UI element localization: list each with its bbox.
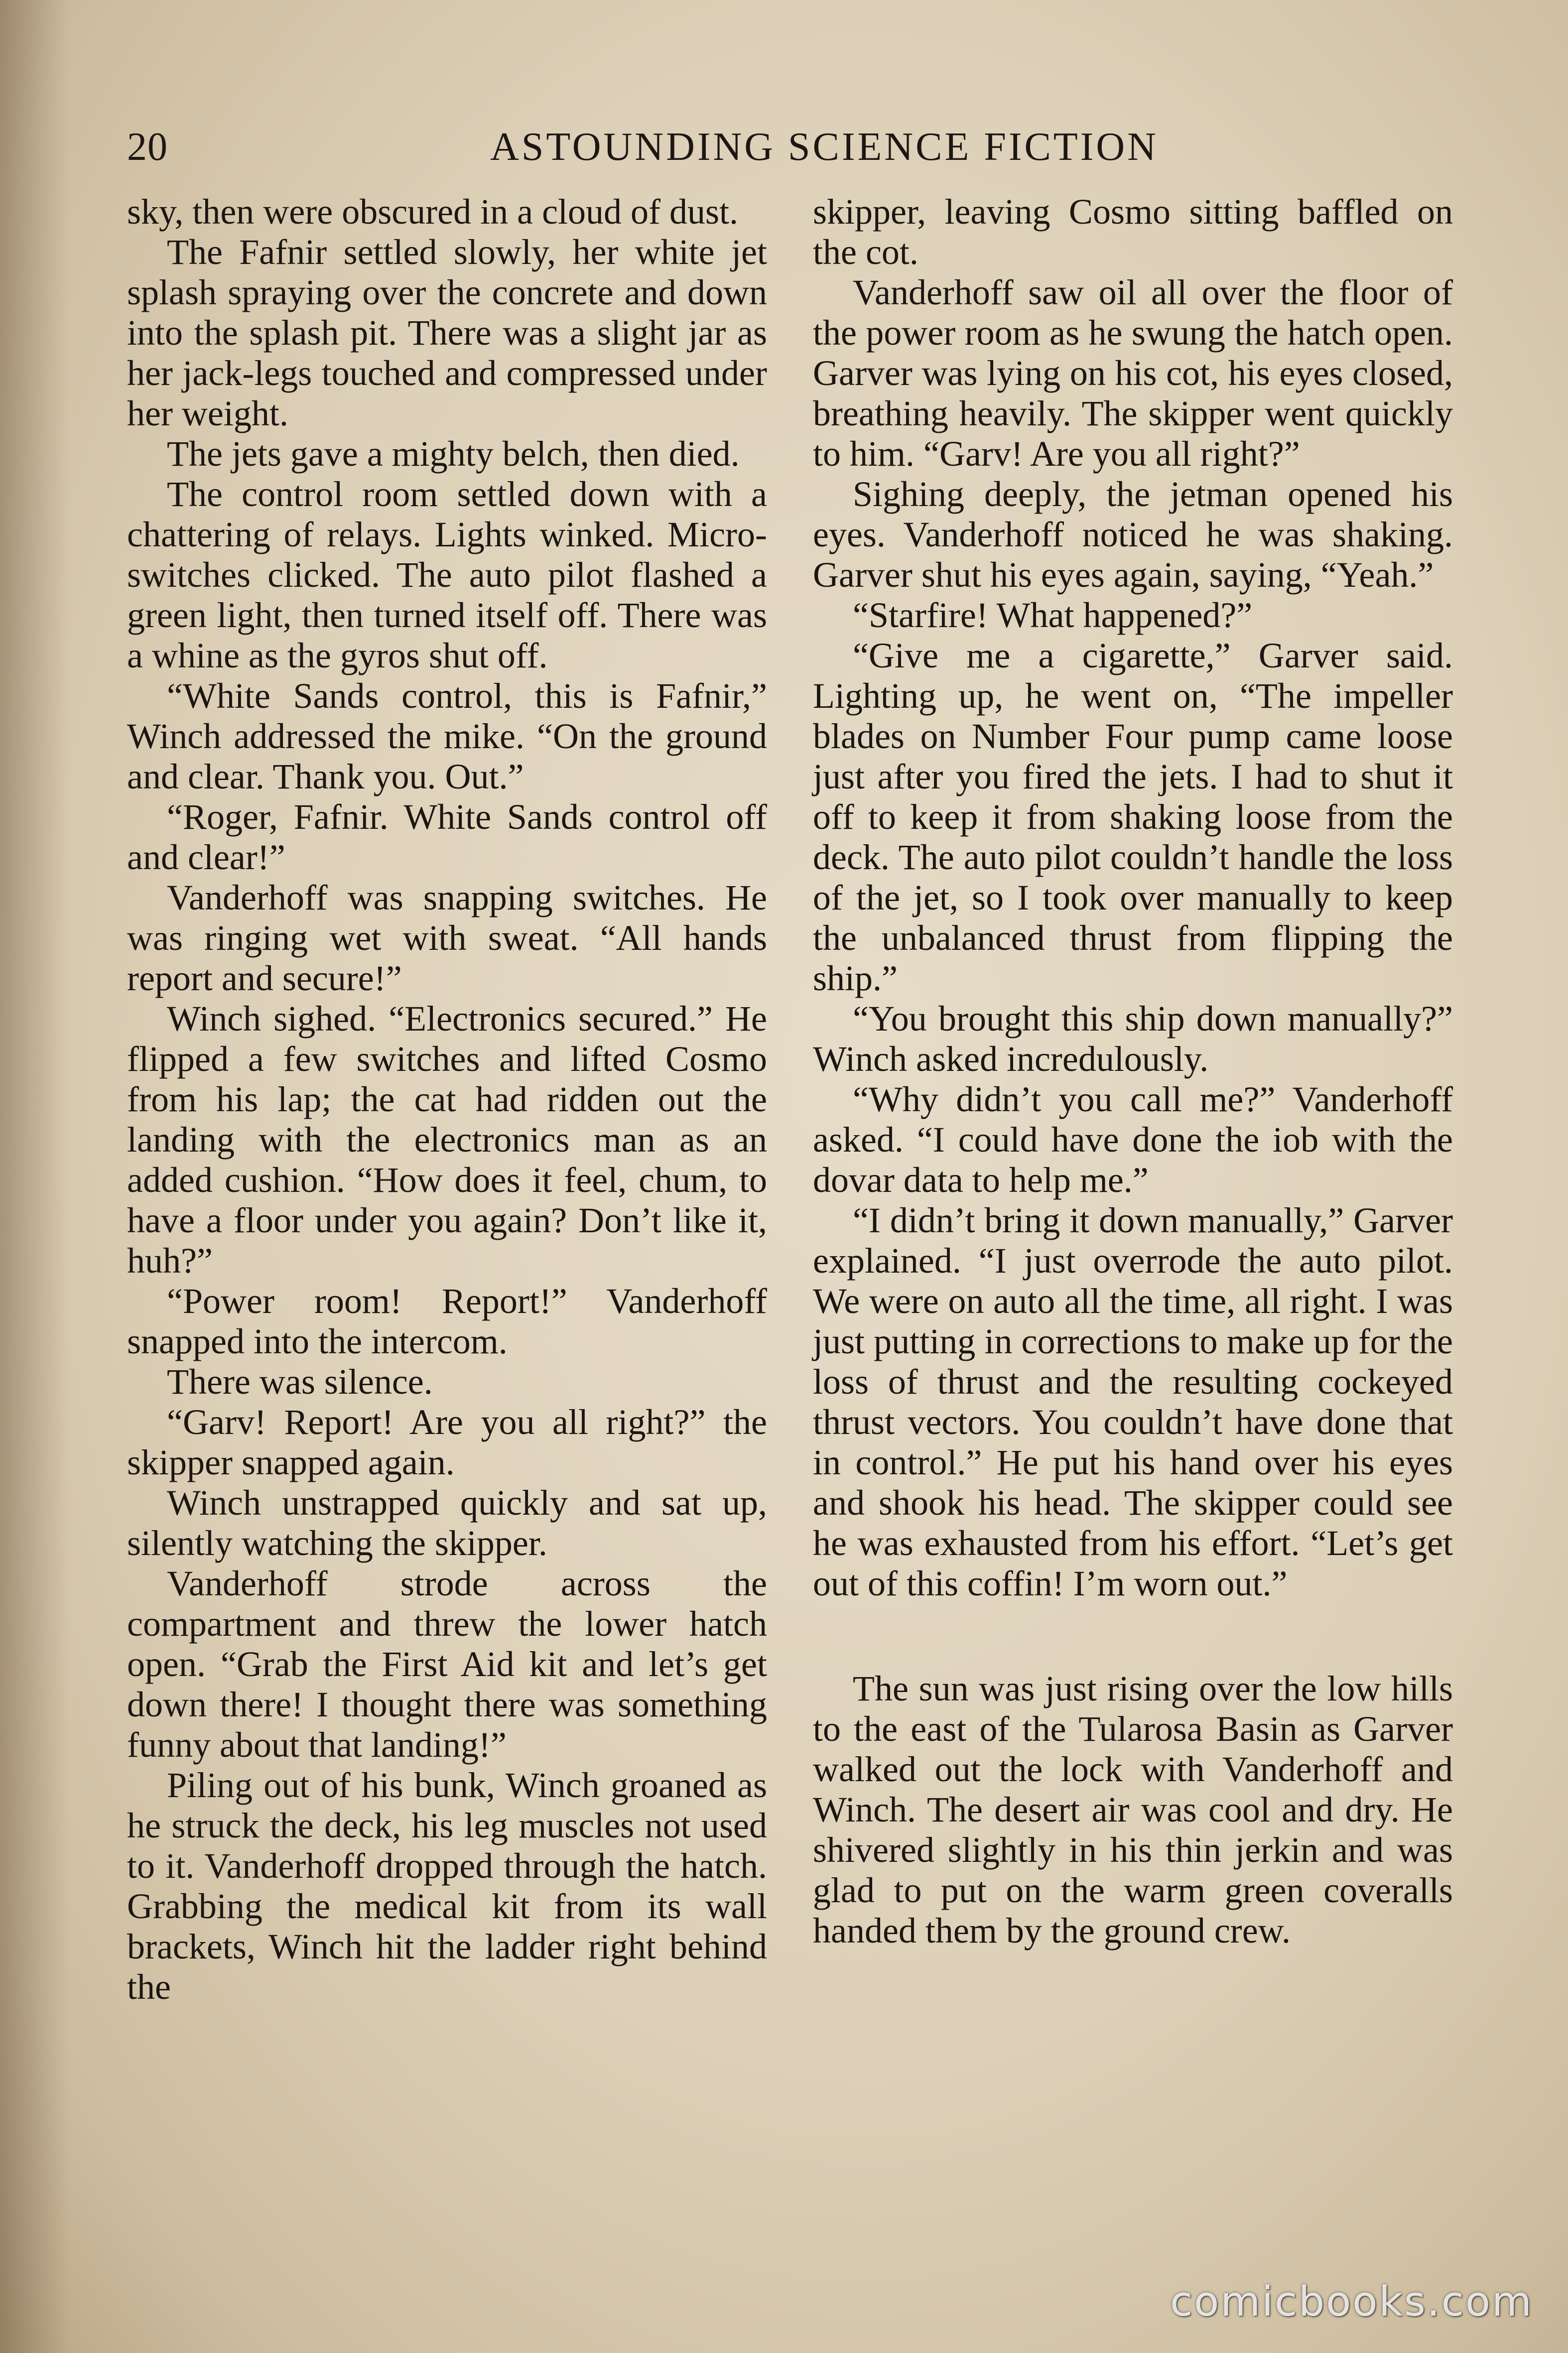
paragraph: Vanderhoff strode across the compartment and threw the lower hatch open. “Grab the First Aid kit and let’s get down there! I thought there was something funny about that landing!”	[127, 1564, 767, 1765]
paragraph: “Power room! Report!” Vanderhoff snapped into the intercom.	[127, 1281, 767, 1361]
paragraph: skipper, leaving Cosmo sitting baffled on the cot.	[813, 192, 1453, 272]
paragraph: Winch unstrapped quickly and sat up, silently watching the skipper.	[127, 1483, 767, 1563]
paragraph: Vanderhoff saw oil all over the floor of the power room as he swung the hatch open. Garver was lying on his cot, his eyes closed, breathing heavily. The skipper went quickly to him. “Garv! Are you all right?”	[813, 272, 1453, 474]
paragraph: Winch sighed. “Electronics secured.” He flipped a few switches and lifted Cosmo from his lap; the cat had ridden out the landing with the electronics man as an added cushion. “How does it feel, chum, to have a floor under you again? Don’t like it, huh?”	[127, 999, 767, 1281]
paragraph: “Starfire! What happened?”	[853, 595, 1253, 635]
paragraph: “I didn’t bring it down manually,” Garver explained. “I just overrode the auto pilot. We were on auto all the time, all right. I was just putting in corrections to make up for the loss of thrust and the resulting cockeyed thrust vectors. You couldn’t have done that in control.” He put his hand over his eyes and shook his head. The skipper could see he was exhausted from his effort. “Let’s get out of this coffin! I’m worn out.”	[813, 1200, 1453, 1603]
paragraph: The control room settled down with a chattering of relays. Lights winked. Micro-switches clicked. The auto pilot flashed a green light, then turned itself off. There was a whine as the gyros shut off.	[127, 474, 767, 675]
page-edge-shadow	[0, 0, 70, 2353]
paragraph: sky, then were obscured in a cloud of dust.	[127, 192, 739, 232]
watermark: comicbooks.com	[1170, 2278, 1533, 2326]
paragraph: Piling out of his bunk, Winch groaned as he struck the deck, his leg muscles not used to it. Vanderhoff dropped through the hatch. Grabbing the medical kit from its wall brackets, Winch hit the ladder right behind the	[127, 1765, 767, 2007]
page-header	[127, 125, 1447, 174]
paragraph: “White Sands control, this is Fafnir,” Winch addressed the mike. “On the ground and clear. Thank you. Out.”	[127, 676, 767, 796]
paragraph: The sun was just rising over the low hills to the east of the Tularosa Basin as Garver walked out the lock with Vanderhoff and Winch. The desert air was cool and dry. He shivered slightly in his thin jerkin and was glad to put on the warm green coveralls handed them by the ground crew.	[813, 1669, 1453, 1951]
right-column	[813, 192, 1453, 1951]
paragraph: “Roger, Fafnir. White Sands control off and clear!”	[127, 797, 767, 877]
page-number: 20	[127, 125, 168, 169]
paragraph: The Fafnir settled slowly, her white jet splash spraying over the concrete and down into the splash pit. There was a slight jar as her jack-legs touched and compressed under her weight.	[127, 232, 767, 433]
paragraph: “Give me a cigarette,” Garver said. Lighting up, he went on, “The impeller blades on Number Four pump came loose just after you fired the jets. I had to shut it off to keep it from shaking loose from the deck. The auto pilot couldn’t handle the loss of the jet, so I took over manually to keep the unbalanced thrust from flipping the ship.”	[813, 636, 1453, 998]
paragraph: “Garv! Report! Are you all right?” the skipper snapped again.	[127, 1402, 767, 1482]
paragraph: The jets gave a mighty belch, then died.	[167, 434, 740, 474]
paragraph: There was silence.	[167, 1362, 433, 1402]
running-title: ASTOUNDING SCIENCE FICTION	[490, 125, 1159, 169]
paragraph: “You brought this ship down manually?” Winch asked incredulously.	[813, 999, 1453, 1079]
paragraph: “Why didn’t you call me?” Vanderhoff asked. “I could have done the iob with the dovar data to help me.”	[813, 1079, 1453, 1200]
paragraph: Vanderhoff was snapping switches. He was ringing wet with sweat. “All hands report and secure!”	[127, 878, 767, 998]
paragraph: Sighing deeply, the jetman opened his eyes. Vanderhoff noticed he was shaking. Garver shut his eyes again, saying, “Yeah.”	[813, 474, 1453, 595]
left-column	[127, 192, 767, 2007]
